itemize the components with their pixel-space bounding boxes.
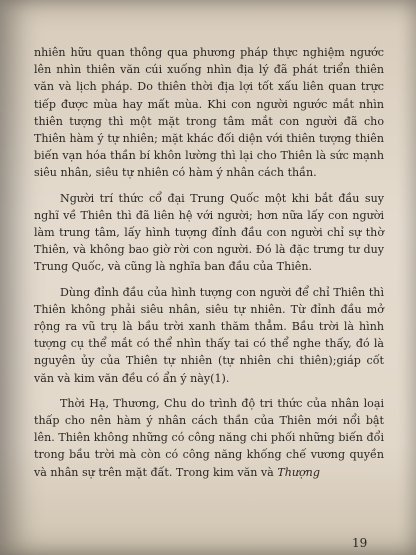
- paragraph-4-italic: Thượng: [277, 465, 320, 479]
- paragraph-4: [34, 395, 384, 481]
- paragraph-1: nhiên hữu quan thông qua phương pháp thực nghiệm ngước lên nhìn thiên văn cúi xuống nhìn địa lý đã phát triển thiên văn và lịch pháp. Do thiên thời địa lợi tốt xấu liên quan trực tiếp được mùa hay mất mùa. Khi con người ngước mắt nhìn thiên tượng thì một mặt trong tâm mắt con người đã cho Thiên hàm ý tự nhiên; mặt khác đối diện với thiên tượng thiên biến vạn hóa thần bí khôn lường thì lại cho Thiên là sức mạnh siêu nhân, siêu tự nhiên có hàm ý nhân cách thần.: [34, 46, 384, 180]
- body-text: [34, 44, 384, 481]
- paragraph-3: Dùng đỉnh đầu của hình tượng con người để chỉ Thiên thì Thiên không phải siêu nhân, siêu tự nhiên. Từ đỉnh đầu mở rộng ra vũ trụ là bầu trời xanh thăm thẳm. Bầu trời là hình tượng cụ thể mắt có thể nhìn thấy tai có thể nghe thấy, đó là nguyên ủy của Thiên tự nhiên (tự nhiên chi thiên);giáp cốt văn và kim văn đều có ẩn ý này(1).: [34, 285, 384, 385]
- paragraph-2: Người trí thức cổ đại Trung Quốc một khi bắt đầu suy nghĩ về Thiên thì đã liên hệ với người; hơn nữa lấy con người làm trung tâm, lấy hình tượng đỉnh đầu con người chỉ sự thờ Thiên, và không bao giờ rời con người. Đó là đặc trưng tư duy Trung Quốc, và cũng là nghĩa ban đầu của Thiên.: [34, 191, 384, 274]
- paragraph-4-text: Thời Hạ, Thương, Chu do trình độ tri thức của nhân loại thấp cho nên hàm ý nhân cách thần của Thiên mới nổi bật lên. Thiên không những có công năng chi phối những biến đổi trong bầu trời mà còn có công năng khống chế vương quyền và nhân sự trên mặt đất. Trong kim văn và: [34, 396, 384, 479]
- page-number: 19: [352, 536, 368, 550]
